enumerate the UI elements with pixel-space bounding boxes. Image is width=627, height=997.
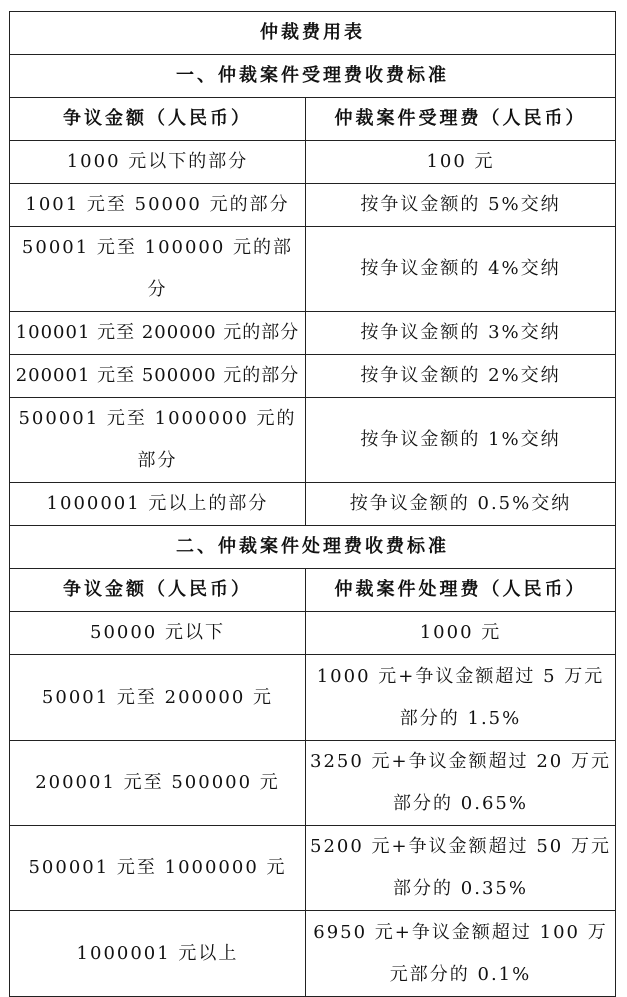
amount-cell: 100001 元至 200000 元的部分: [10, 312, 306, 355]
amount-cell: 1000001 元以上: [10, 911, 306, 997]
amount-cell: 200001 元至 500000 元的部分: [10, 355, 306, 398]
section1-column-header-row: [10, 98, 616, 141]
table-row: [10, 655, 616, 741]
fee-cell: 按争议金额的 0.5%交纳: [306, 483, 616, 526]
table-row: [10, 741, 616, 826]
table-row: [10, 184, 616, 227]
amount-cell: 1000 元以下的部分: [10, 141, 306, 184]
section2-col-amount-header: 争议金额（人民币）: [10, 569, 306, 612]
table-title: 仲裁费用表: [10, 12, 616, 55]
fee-cell: 3250 元+争议金额超过 20 万元部分的 0.65%: [306, 741, 616, 826]
amount-cell: 50001 元至 200000 元: [10, 655, 306, 741]
table-row: [10, 141, 616, 184]
fee-cell: 按争议金额的 3%交纳: [306, 312, 616, 355]
amount-cell: 500001 元至 1000000 元: [10, 826, 306, 911]
section1-heading-row: [10, 55, 616, 98]
section2-column-header-row: [10, 569, 616, 612]
table-row: [10, 612, 616, 655]
table-row: [10, 398, 616, 483]
section2-heading-row: [10, 526, 616, 569]
section2-col-fee-header: 仲裁案件处理费（人民币）: [306, 569, 616, 612]
section2-heading: 二、仲裁案件处理费收费标准: [10, 526, 616, 569]
fee-table: [9, 11, 616, 997]
table-row: [10, 312, 616, 355]
table-row: [10, 355, 616, 398]
fee-cell: 1000 元: [306, 612, 616, 655]
table-row: [10, 483, 616, 526]
amount-cell: 50001 元至 100000 元的部分: [10, 227, 306, 312]
amount-cell: 1000001 元以上的部分: [10, 483, 306, 526]
fee-cell: 1000 元+争议金额超过 5 万元部分的 1.5%: [306, 655, 616, 741]
fee-cell: 100 元: [306, 141, 616, 184]
table-row: [10, 227, 616, 312]
section1-col-amount-header: 争议金额（人民币）: [10, 98, 306, 141]
fee-cell: 6950 元+争议金额超过 100 万元部分的 0.1%: [306, 911, 616, 997]
table-row: [10, 911, 616, 997]
amount-cell: 200001 元至 500000 元: [10, 741, 306, 826]
fee-cell: 按争议金额的 5%交纳: [306, 184, 616, 227]
fee-cell: 按争议金额的 2%交纳: [306, 355, 616, 398]
fee-cell: 5200 元+争议金额超过 50 万元部分的 0.35%: [306, 826, 616, 911]
section1-heading: 一、仲裁案件受理费收费标准: [10, 55, 616, 98]
amount-cell: 50000 元以下: [10, 612, 306, 655]
fee-cell: 按争议金额的 1%交纳: [306, 398, 616, 483]
fee-cell: 按争议金额的 4%交纳: [306, 227, 616, 312]
table-row: [10, 826, 616, 911]
section1-col-fee-header: 仲裁案件受理费（人民币）: [306, 98, 616, 141]
amount-cell: 500001 元至 1000000 元的部分: [10, 398, 306, 483]
amount-cell: 1001 元至 50000 元的部分: [10, 184, 306, 227]
table-title-row: [10, 12, 616, 55]
